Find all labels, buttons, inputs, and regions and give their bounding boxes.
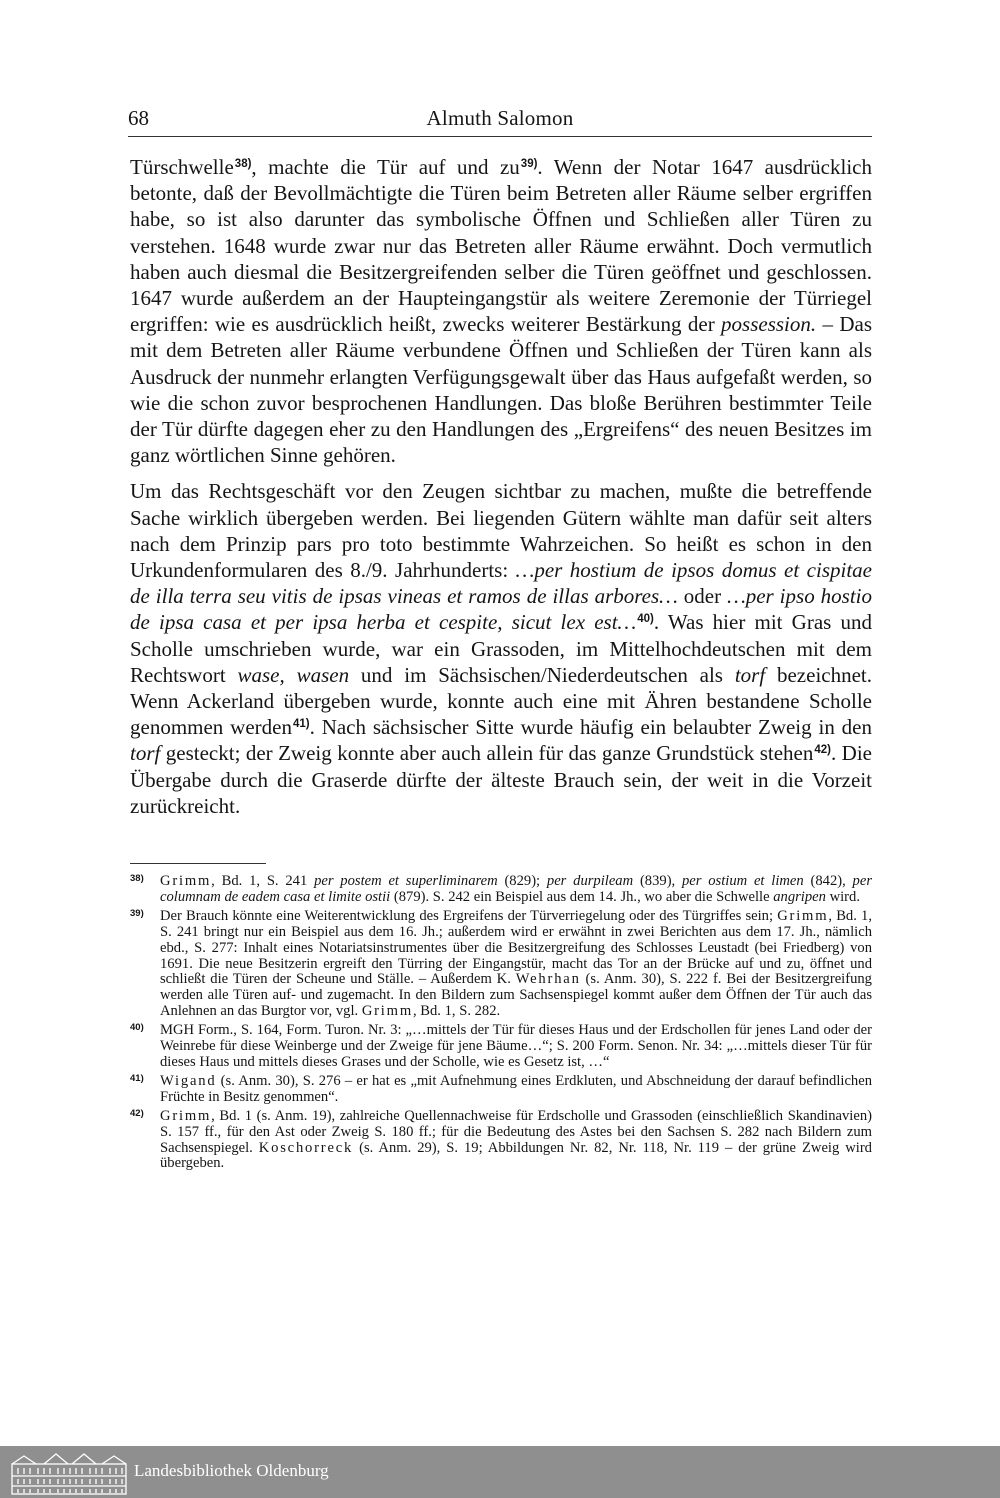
author-name: Koschorreck (258, 1139, 354, 1156)
footnote-number: 39) (130, 907, 144, 919)
footnote-number: 38) (130, 873, 144, 884)
text: oder (677, 584, 728, 609)
footnote-41 (130, 1074, 872, 1106)
text: (879). S. 242 ein Beispiel aus dem 14. Jh., wo aber die Schwelle (390, 888, 774, 905)
text: , Bd. 1, S. 282. (412, 1003, 501, 1020)
library-building-icon (10, 1448, 128, 1496)
author-name: Grimm (160, 873, 212, 889)
footnote-ref-39[interactable]: 39) (520, 158, 538, 170)
footnote-38 (130, 874, 872, 906)
text: – Das mit dem Betreten aller Räume verbundene Öffnen und Schließen der Türen kann als Ausdruck der nunmehr erlangten Verfügungsgewalt über das Haus aufgefaßt werden, so wie die schon zuvor besprochenen Handlungen. Das bloße Berühren bestimmter Teile der Tür dürfte dagegen eher zu den Handlungen des „Ergreifens“ des neuen Besitzes im ganz wörtlichen Sinne gehören. (130, 312, 872, 468)
footnote-40 (130, 1023, 872, 1071)
footnote-39 (130, 909, 872, 1020)
latin-term: per durpileam (546, 873, 634, 889)
footnotes (130, 874, 872, 1175)
text: Der Brauch könnte eine Weiterentwicklung des Ergreifens der Türverriegelung oder des Türgriffes sein; (160, 907, 778, 924)
text: , machte die Tür auf und zu (251, 155, 520, 179)
italic-term: torf (130, 741, 161, 766)
author-name: Grimm (160, 1107, 212, 1124)
text: (s. Anm. 30), S. 222 f. Bei der Besitzergreifung werden alle Türen auf- und zugemacht. In den Bildern zum Sachsenspiegel kommt außer dem Öffnen der Tür auch das Anlehnen an das Burgtor vor, vgl. (160, 971, 872, 1020)
latin-term: per columnam de eadem casa et limite ostii (160, 873, 873, 905)
footnote-number: 40) (130, 1022, 144, 1034)
page-number: 68 (128, 106, 149, 130)
latin-term: angripen (773, 888, 826, 905)
text: , Bd. 1, S. 241 (211, 873, 315, 889)
text: und im Sächsischen/Niederdeutschen als (349, 662, 735, 687)
text: (839), (633, 873, 682, 889)
footnote-number: 41) (130, 1072, 144, 1084)
text: . Die Übergabe durch die Graserde dürfte der älteste Brauch sein, der weit in die Vorzeit zurückreicht. (130, 741, 872, 818)
library-name: Landesbibliothek Oldenburg (134, 1461, 329, 1480)
text: gesteckt; der Zweig konnte aber auch allein für das ganze Grundstück stehen (160, 741, 814, 766)
text: Türschwelle (130, 155, 234, 179)
author-name: Wehrhan (515, 971, 581, 988)
page-header (128, 106, 872, 137)
author-name: Wigand (160, 1072, 217, 1089)
footnote-divider (130, 863, 266, 864)
text: , Bd. 1, S. 241 bringt nur ein Beispiel aus dem 16. Jh.; außerdem wird er erwähnt in zwei Berichten aus dem 17. Jh., nämlich ebd., S. 277: Inhalt eines Notariatsinstrumentes über die Besitzergreifung des Schlosses Leustadt (bei Friedberg) von 1691. Die neue Besitzerin ergreift den Türring der Eingangstür, macht das Tor an der Brücke auf und zu, öffnet und schließt die Türen der Scheune und Ställe. – Außerdem K. (160, 907, 872, 988)
running-head: Almuth Salomon (426, 106, 574, 130)
text: bezeichnet. Wenn Ackerland übergeben wurde, konnte auch eine mit Ähren bestandene Scholle genommen werden (130, 662, 873, 740)
footnote-number: 42) (130, 1107, 144, 1119)
latin-term: per postem et superliminarem (314, 873, 498, 889)
footnote-ref-41[interactable]: 41) (292, 718, 310, 731)
text: MGH Form., S. 164, Form. Turon. Nr. 3: „…mittels der Tür für dieses Haus und der Erdschollen für jenes Land oder der Weinrebe für diese Weinberge und der Zweige für jene Bäume…“; S. 200 Form. Senon. Nr. 34: „…mittels dieser Tür für dieses Haus und mittels dieses Grases und der Scholle, wie es Gesetz ist, …“ (160, 1022, 872, 1070)
paragraph-2 (130, 478, 872, 819)
latin-quote: …per hostium de ipsos domus et cispitae de illa terra seu vitis de ipsas vineas et ramos de illas arbores… (130, 558, 872, 609)
text: wird. (825, 888, 860, 905)
latin-quote: …per ipso hostio de ipsa casa et per ipsa herba et cespite, sicut lex est… (130, 584, 872, 635)
footnote-42 (130, 1109, 872, 1173)
text: (842), (803, 873, 853, 889)
body-text (130, 154, 872, 819)
paragraph-1 (130, 154, 872, 468)
footnote-ref-40[interactable]: 40) (637, 613, 654, 626)
italic-term: torf (734, 662, 766, 687)
text: . Wenn der Notar 1647 ausdrücklich betonte, daß der Bevollmächtigte die Türen beim Betreten aller Räume selber ergriffen habe, so ist also darunter das symbolische Öffnen und Schließen aller Türen zu verstehen. 1648 wurde zwar nur das Betreten aller Räume erwähnt. Doch vermutlich haben auch diesmal die Besitzergreifenden selber die Türen geöffnet und geschlossen. 1647 wurde außerdem an der Haupteingangstür als weitere Zeremonie der Türriegel ergriffen: wie es ausdrücklich heißt, zwecks weiterer Bestärkung der (130, 155, 872, 337)
text: (s. Anm. 29), S. 19; Abbildungen Nr. 82, Nr. 118, Nr. 119 – der grüne Zweig wird übergeben. (160, 1139, 872, 1172)
author-name: Grimm (361, 1003, 413, 1020)
text: . Nach sächsischer Sitte wurde häufig ein belaubter Zweig in den (309, 715, 872, 740)
text: , Bd. 1 (s. Anm. 19), zahlreiche Quellennachweise für Erdscholle und Grassoden (einschließlich Skandinavien) S. 157 ff., für den Ast oder Zweig S. 180 ff.; für die Bedeutung des Astes bei den Sachsen S. 282 nach Bildern zum Sachsenspiegel. (160, 1107, 872, 1156)
footnote-ref-38[interactable]: 38) (234, 158, 252, 170)
author-name: Grimm (777, 907, 829, 924)
text: Um das Rechtsgeschäft vor den Zeugen sichtbar zu machen, mußte die betreffende Sache wirklich übergeben werden. Bei liegenden Gütern wählte man dafür seit alters nach dem Prinzip pars pro toto bestimmte Wahrzeichen. So heißt es schon in den Urkundenformularen des 8./9. Jahrhunderts: (130, 479, 872, 583)
text: (829); (497, 873, 547, 889)
italic-term: wase, wasen (237, 662, 350, 687)
footnote-ref-42[interactable]: 42) (814, 744, 831, 757)
italic-term: possession. (721, 312, 817, 337)
text: (s. Anm. 30), S. 276 – er hat es „mit Aufnehmung eines Erdkluten, und Abschneidung der darauf befindlichen Früchte in Besitz genommen“. (160, 1072, 872, 1105)
latin-term: per ostium et limen (682, 873, 804, 889)
text: . Was hier mit Gras und Scholle umschrieben wurde, war ein Grassoden, im Mittelhochdeutschen mit dem Rechtswort (130, 610, 872, 687)
library-footer (0, 1446, 1000, 1498)
